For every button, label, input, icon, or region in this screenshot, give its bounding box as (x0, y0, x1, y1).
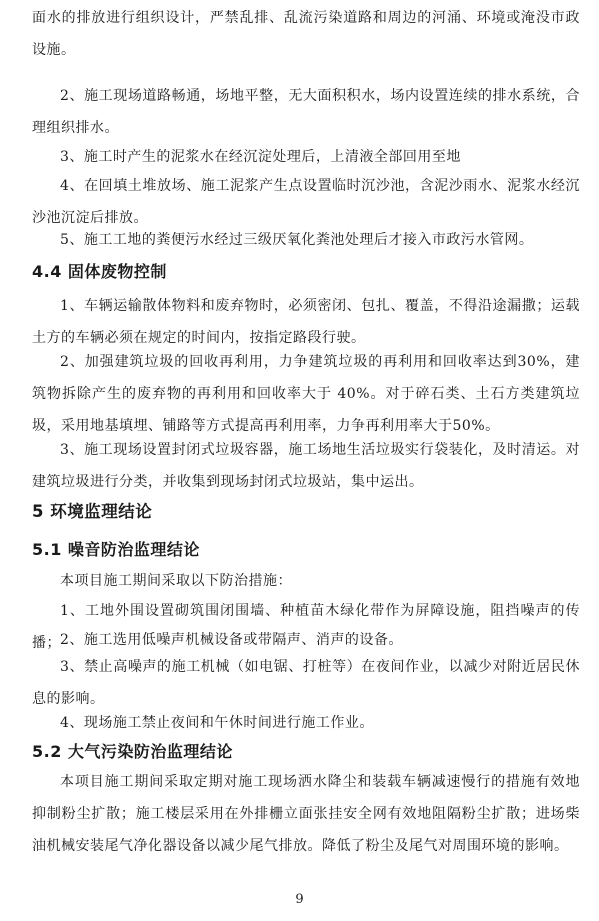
heading-5: 5 环境监理结论 (32, 502, 153, 521)
paragraph-drainage-2: 2、施工现场道路畅通，场地平整，无大面积积水，场内设置连续的排水系统，合理组织排水。 (32, 88, 580, 136)
paragraph-drainage-4: 4、在回填土堆放场、施工泥浆产生点设置临时沉沙池，含泥沙雨水、泥浆水经沉沙池沉淀后排放。 (32, 178, 580, 226)
paragraph-drainage-continued: 面水的排放进行组织设计，严禁乱排、乱流污染道路和周边的河涌、环境或淹没市政设施。 (32, 10, 580, 58)
paragraph-air-pollution: 本项目施工期间采取定期对施工现场洒水降尘和装载车辆减速慢行的措施有效地抑制粉尘扩散；施工楼层采用在外排栅立面张挂安全网有效地阻隔粉尘扩散；进场柴油机械安装尾气净化器设备以减少尾气排放。降低了粉尘及尾气对周围环境的影响。 (32, 774, 580, 854)
page-number: 9 (295, 892, 304, 907)
paragraph-noise-4: 4、现场施工禁止夜间和午休时间进行施工作业。 (60, 715, 374, 731)
heading-5-2: 5.2 大气污染防治监理结论 (32, 742, 233, 761)
heading-4-4: 4.4 固体废物控制 (32, 262, 167, 281)
heading-5-1: 5.1 噪音防治监理结论 (32, 540, 200, 559)
paragraph-noise-intro: 本项目施工期间采取以下防治措施： (60, 573, 292, 589)
paragraph-drainage-5: 5、施工工地的粪便污水经过三级厌氧化粪池处理后才接入市政污水管网。 (60, 232, 534, 248)
paragraph-solid-waste-1: 1、车辆运输散体物料和废弃物时，必须密闭、包扎、覆盖，不得沿途漏撒；运载土方的车辆必须在规定的时间内，按指定路段行驶。 (32, 298, 580, 346)
paragraph-noise-2: 2、施工选用低噪声机械设备或带隔声、消声的设备。 (60, 632, 403, 648)
paragraph-solid-waste-3: 3、施工现场设置封闭式垃圾容器，施工场地生活垃圾实行袋装化，及时清运。对建筑垃圾进行分类，并收集到现场封闭式垃圾站，集中运出。 (32, 442, 580, 490)
paragraph-drainage-3: 3、施工时产生的泥浆水在经沉淀处理后，上清液全部回用至地 (60, 149, 461, 165)
paragraph-noise-1: 1、工地外围设置砌筑围闭围墙、种植苗木绿化带作为屏障设施，阻挡噪声的传播； (32, 603, 580, 651)
paragraph-solid-waste-2: 2、加强建筑垃圾的回收再利用，力争建筑垃圾的再利用和回收率达到30%，建筑物拆除产生的废弃物的再利用和回收率大于 40%。对于碎石类、土石方类建筑垃圾，采用地基填埋、铺路等方式提高再利用率，力争再利用率大于50%。 (32, 354, 580, 434)
paragraph-noise-3: 3、禁止高噪声的施工机械（如电锯、打桩等）在夜间作业，以减少对附近居民休息的影响。 (32, 659, 580, 707)
